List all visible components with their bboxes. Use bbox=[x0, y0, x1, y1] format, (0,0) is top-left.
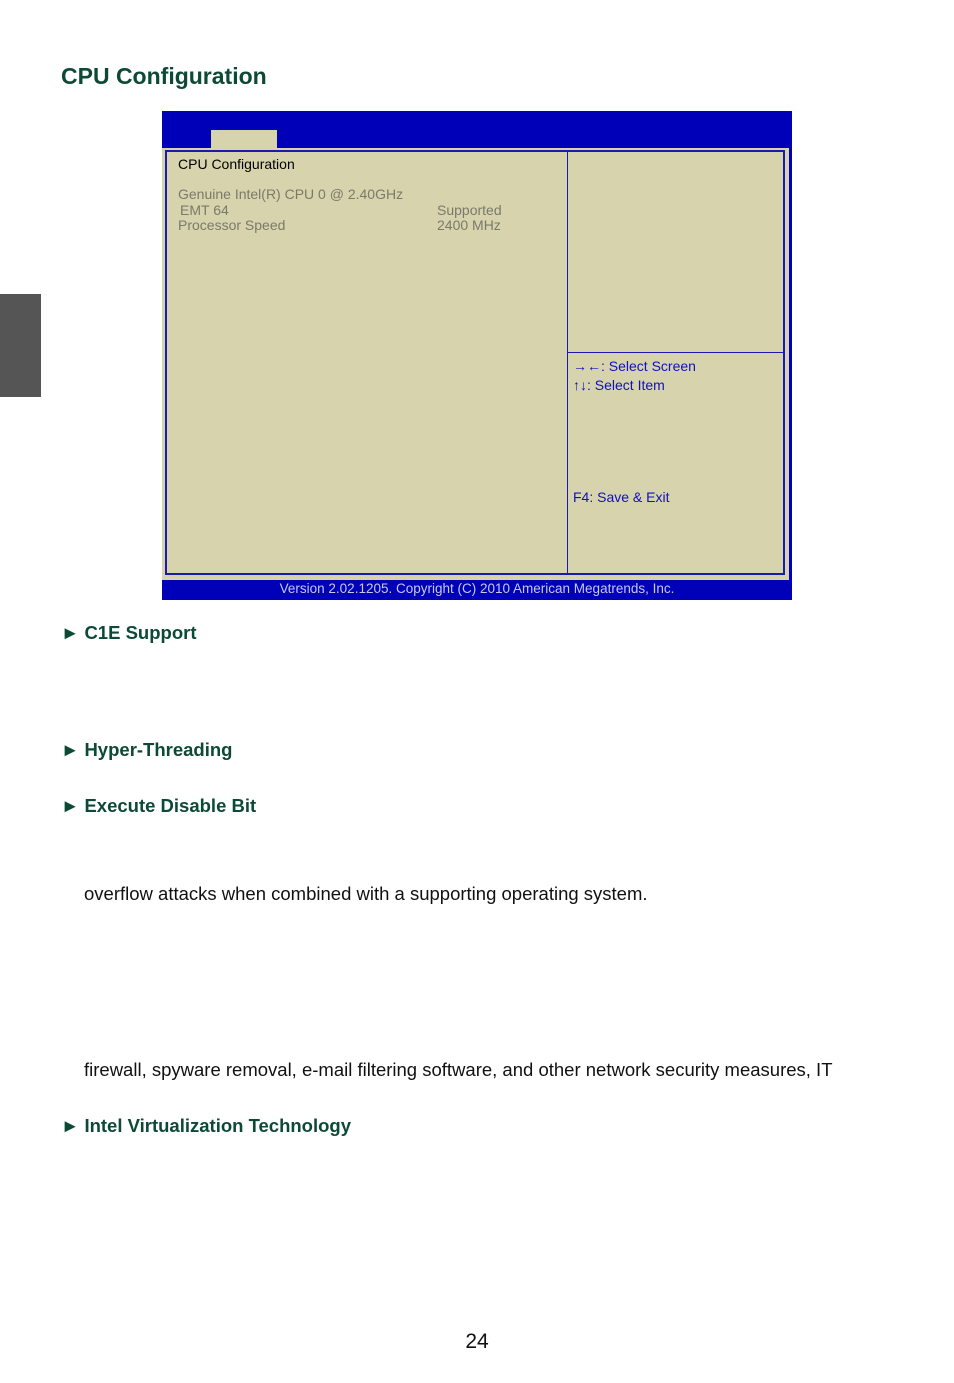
page-title: CPU Configuration bbox=[61, 63, 267, 89]
help-select-item: ↑↓: Select Item bbox=[573, 377, 665, 393]
bios-cpu-name: Genuine Intel(R) CPU 0 @ 2.40GHz bbox=[178, 186, 404, 202]
section-c1e-support: ► C1E Support bbox=[61, 622, 197, 643]
bios-row-label: EMT 64 bbox=[180, 202, 229, 218]
bios-row-value: Supported bbox=[437, 202, 502, 218]
page-number: 24 bbox=[465, 1330, 489, 1353]
bios-heading: CPU Configuration bbox=[178, 156, 295, 172]
bios-row-value: 2400 MHz bbox=[437, 217, 501, 233]
help-select-screen: →←: Select Screen bbox=[573, 358, 696, 374]
section-hyper-threading: ► Hyper-Threading bbox=[61, 739, 233, 760]
paragraph-overflow: overflow attacks when combined with a supporting operating system. bbox=[84, 883, 648, 904]
section-intel-virtualization: ► Intel Virtualization Technology bbox=[61, 1115, 352, 1136]
chapter-side-tab bbox=[0, 294, 41, 397]
bios-row-label: Processor Speed bbox=[178, 217, 286, 233]
bios-panel bbox=[162, 148, 789, 580]
section-execute-disable-bit: ► Execute Disable Bit bbox=[61, 795, 257, 816]
paragraph-firewall: firewall, spyware removal, e-mail filtering software, and other network security measures, IT bbox=[84, 1059, 833, 1080]
help-save-exit: F4: Save & Exit bbox=[573, 489, 670, 505]
bios-main-pane bbox=[165, 150, 568, 575]
bios-help-divider bbox=[568, 352, 783, 353]
bios-help-pane bbox=[567, 150, 785, 575]
bios-active-tab bbox=[211, 130, 277, 148]
bios-footer: Version 2.02.1205. Copyright (C) 2010 American Megatrends, Inc. bbox=[279, 581, 675, 596]
bios-screenshot bbox=[162, 111, 792, 600]
